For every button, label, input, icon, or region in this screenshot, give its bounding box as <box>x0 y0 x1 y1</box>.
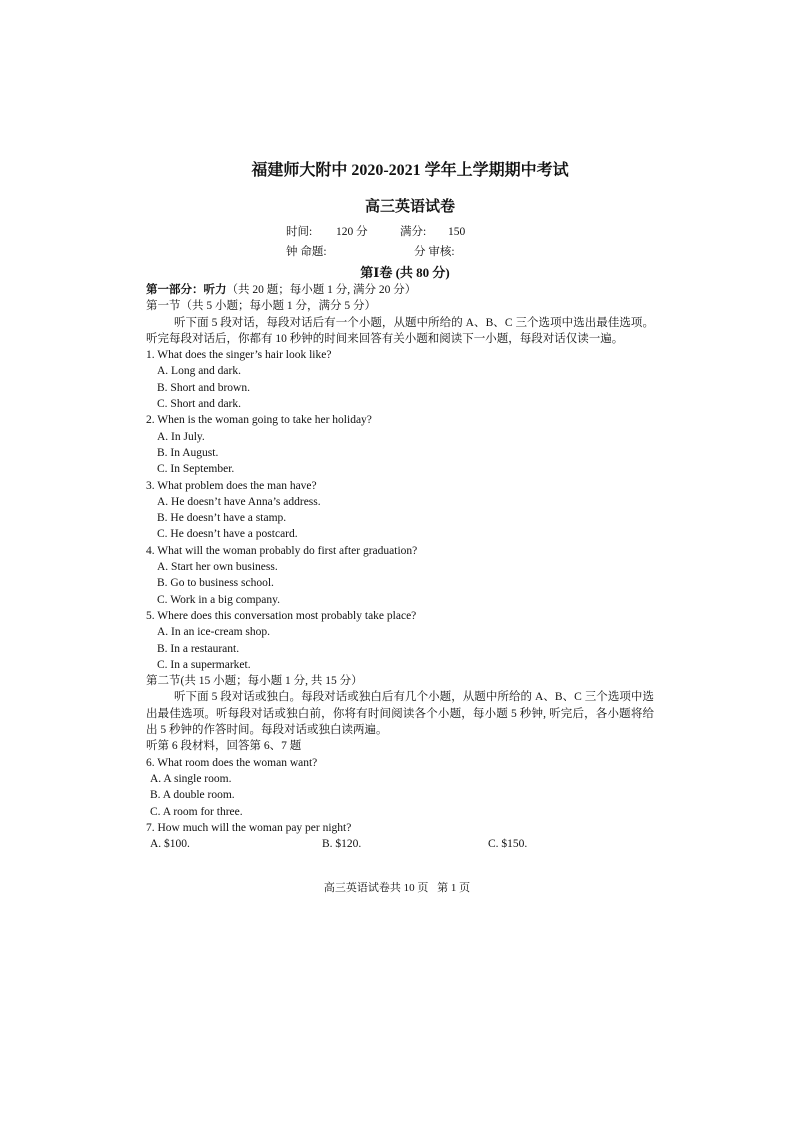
question-text: 7. How much will the woman pay per night? <box>146 821 352 834</box>
time-label: 时间: <box>286 226 313 238</box>
part1-heading <box>146 282 654 298</box>
footer-total-pages: 高三英语试卷共 10 页 <box>323 882 429 894</box>
material-note: 听第 6 段材料，回答第 6、7 题 <box>146 740 302 753</box>
section1-heading: 第一节（共 5 小题；每小题 1 分，满分 5 分） <box>146 300 376 313</box>
page-footer <box>0 880 794 896</box>
part1-heading-rest: （共 20 题；每小题 1 分, 满分 20 分） <box>226 284 417 296</box>
section2-heading: 第二节(共 15 小题；每小题 1 分, 共 15 分） <box>146 675 363 688</box>
section2-question-7 <box>146 820 654 853</box>
section1-question-2 <box>146 412 654 477</box>
exam-meta-setters <box>146 244 654 260</box>
option-a: A. $100. <box>150 838 190 851</box>
option-a: A. Long and dark. <box>157 365 241 378</box>
exam-page <box>146 160 654 852</box>
section1-question-1 <box>146 347 654 412</box>
option-c: C. Short and dark. <box>157 398 242 411</box>
question-text: 3. What problem does the man have? <box>146 479 317 492</box>
reviewer-label: 分 审核: <box>414 246 455 258</box>
exam-title: 福建师大附中 2020-2021 学年上学期期中考试 <box>251 162 569 179</box>
option-b: B. He doesn’t have a stamp. <box>157 512 287 525</box>
option-b: B. A double room. <box>150 789 235 802</box>
question-text: 6. What room does the woman want? <box>146 756 318 769</box>
option-b: B. $120. <box>322 838 362 851</box>
setter-label: 钟 命题: <box>286 246 327 258</box>
option-b: B. Go to business school. <box>157 577 274 590</box>
option-c: C. Work in a big company. <box>157 593 281 606</box>
option-a: A. Start her own business. <box>157 561 278 574</box>
option-b: B. In a restaurant. <box>157 642 240 655</box>
options-row <box>146 836 654 852</box>
question-text: 4. What will the woman probably do first after graduation? <box>146 544 418 557</box>
part1-heading-bold: 第一部分：听力 <box>146 284 227 296</box>
section1-question-3 <box>146 478 654 543</box>
section1-question-4 <box>146 543 654 608</box>
section1-question-5 <box>146 608 654 673</box>
question-text: 1. What does the singer’s hair look like? <box>146 349 332 362</box>
option-b: B. Short and brown. <box>157 381 250 394</box>
section1-instructions: 听下面 5 段对话，每段对话后有一个小题，从题中所给的 A、B、C 三个选项中选出最佳选项。听完每段对话后，你都有 10 秒钟的时间来回答有关小题和阅读下一小题，每段对话仅读一遍。 <box>146 316 654 345</box>
option-a: A. A single room. <box>150 772 232 785</box>
part-one-title: 第Ⅰ卷 (共 80 分) <box>360 265 450 280</box>
option-c: C. $150. <box>488 838 528 851</box>
option-c: C. A room for three. <box>150 805 243 818</box>
option-c: C. He doesn’t have a postcard. <box>157 528 298 541</box>
option-a: A. In July. <box>157 430 205 443</box>
option-c: C. In September. <box>157 463 235 476</box>
section2-question-6 <box>146 755 654 820</box>
option-a: A. In an ice-cream shop. <box>157 626 271 639</box>
option-c: C. In a supermarket. <box>157 658 251 671</box>
question-text: 5. Where does this conversation most probably take place? <box>146 609 417 622</box>
footer-page-number: 第 1 页 <box>437 882 471 894</box>
exam-subtitle: 高三英语试卷 <box>364 199 455 215</box>
exam-meta-time-score <box>146 224 654 240</box>
score-value: 150 <box>448 226 466 238</box>
question-text: 2. When is the woman going to take her holiday? <box>146 414 372 427</box>
score-label: 满分: <box>400 226 427 238</box>
section2-instructions: 听下面 5 段对话或独白。每段对话或独白后有几个小题，从题中所给的 A、B、C 三个选项中选出最佳选项。听每段对话或独白前，你将有时间阅读各个小题，每小题 5 秒钟, 听完后，各小题将给出 5 秒钟的作答时间。每段对话或独白读两遍。 <box>146 691 654 737</box>
option-b: B. In August. <box>157 446 219 459</box>
time-value: 120 分 <box>336 226 368 238</box>
option-a: A. He doesn’t have Anna’s address. <box>157 495 321 508</box>
